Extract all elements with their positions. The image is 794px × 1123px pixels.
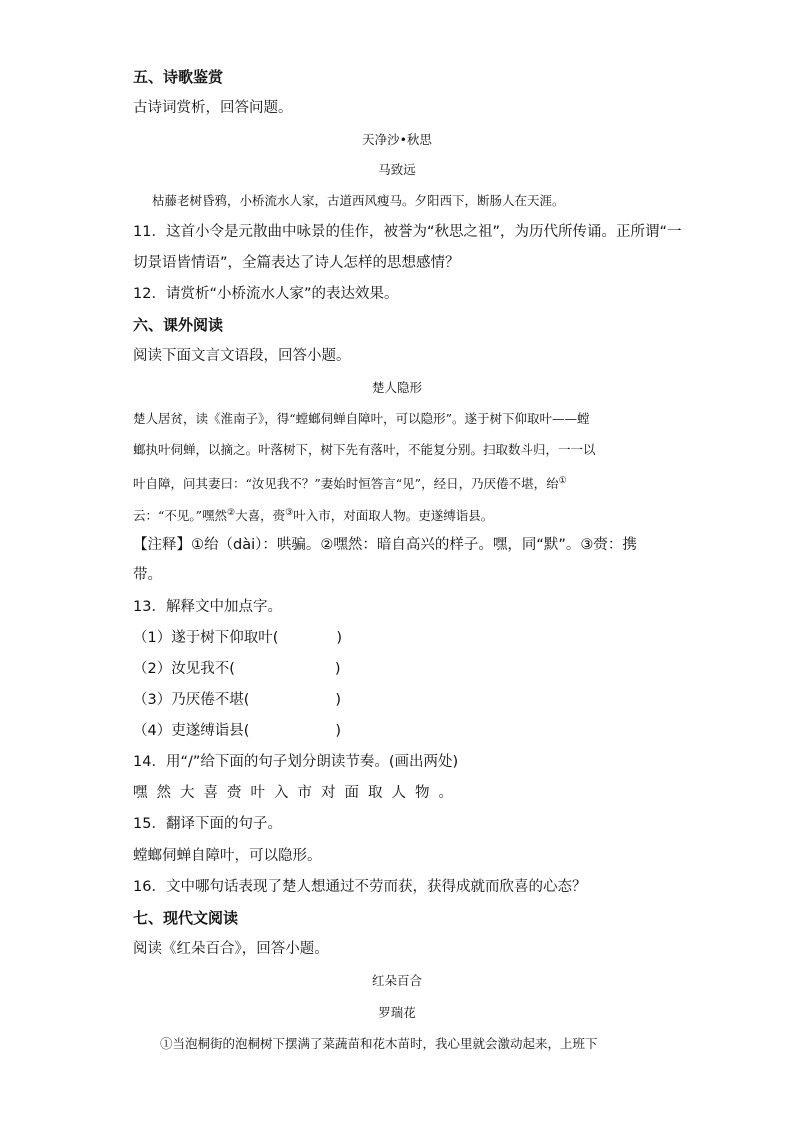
section-instruction: 阅读《红朵百合》，回答小题。 <box>133 941 329 957</box>
question-11-line-2: 切景语皆情语”，全篇表达了诗人怎样的思想感情？ <box>133 255 460 271</box>
question-13-item: （2）汝见我不( ) <box>133 661 341 677</box>
section-heading-poetry: 五、诗歌鉴赏 <box>133 68 224 86</box>
rhythm-sentence: 嘿然大喜赍叶入市对面取人物。 <box>133 785 462 801</box>
section-instruction: 阅读下面文言文语段，回答小题。 <box>133 348 351 364</box>
notes-line-1: 【注释】①绐（dài）：哄骗。②嘿然：暗自高兴的样子。嘿，同“默”。③赍：携 <box>133 537 637 553</box>
passage-line-2: 螂执叶伺蝉，以摘之。叶落树下，树下先有落叶，不能复分别。扫取数斗归，一一以 <box>133 442 596 457</box>
passage-line-3: 叶自障，问其妻曰：“汝见我不？”妻始时恒答言“见”，经日，乃厌倦不堪，绐① <box>133 476 567 492</box>
question-13-item: （4）吏遂缚诣县( ) <box>133 723 342 739</box>
question-13: 13．解释文中加点字。 <box>133 599 282 615</box>
article-author: 罗瑞花 <box>378 1005 416 1020</box>
article-title: 红朵百合 <box>371 973 422 988</box>
poem-title: 天净沙•秋思 <box>362 132 432 147</box>
section-heading-extracurricular: 六、课外阅读 <box>133 316 224 334</box>
translation-sentence: 螳螂伺蝉自障叶，可以隐形。 <box>133 848 322 864</box>
question-14: 14．用“/”给下面的句子划分朗读节奏。(画出两处) <box>133 754 459 770</box>
question-13-item: （3）乃厌倦不堪( ) <box>133 692 342 708</box>
question-15: 15．翻译下面的句子。 <box>133 816 282 832</box>
article-paragraph-1: ①当泡桐街的泡桐树下摆满了菜蔬苗和花木苗时，我心里就会激动起来，上班下 <box>160 1036 598 1051</box>
passage-title: 楚人隐形 <box>371 380 422 395</box>
footnote-marker: ③ <box>285 508 294 518</box>
poem-body: 枯藤老树昏鸦，小桥流水人家，古道西风瘦马。夕阳西下，断肠人在天涯。 <box>152 193 565 208</box>
question-11-line-1: 11．这首小令是元散曲中咏景的佳作，被誉为“秋思之祖”，为历代所传诵。正所谓“一 <box>133 224 682 240</box>
passage-line-1: 楚人居贫，读《淮南子》，得“螳螂伺蝉自障叶，可以隐形”。遂于树下仰取叶——螳 <box>133 411 590 426</box>
section-heading-modern: 七、现代文阅读 <box>133 909 239 927</box>
question-12: 12．请赏析“小桥流水人家”的表达效果。 <box>133 286 399 302</box>
question-16: 16．文中哪句话表现了楚人想通过不劳而获，获得成就而欣喜的心态？ <box>133 879 587 895</box>
section-instruction: 古诗词赏析，回答问题。 <box>133 100 293 116</box>
poem-author: 马致远 <box>378 162 416 177</box>
footnote-marker: ① <box>558 476 567 486</box>
question-13-item: （1）遂于树下仰取叶( ) <box>133 630 343 646</box>
passage-line-4: 云：“不见。”嘿然②大喜，赍③叶入市，对面取人物。吏遂缚诣县。 <box>133 508 494 524</box>
footnote-marker: ② <box>227 508 236 518</box>
notes-line-2: 带。 <box>133 567 162 583</box>
